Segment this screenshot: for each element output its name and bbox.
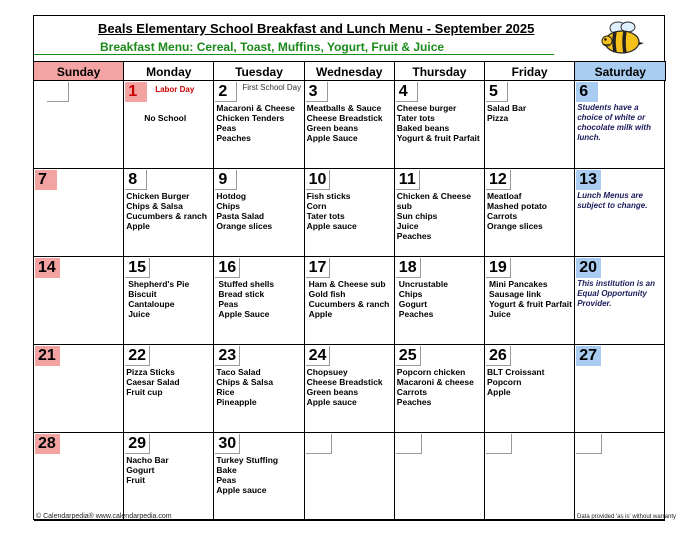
day-cell [124, 169, 214, 257]
day-cell [485, 81, 575, 169]
holiday-note: Labor Day [155, 85, 195, 94]
menu-items: Hotdog Chips Pasta Salad Orange slices [216, 191, 273, 231]
day-number: 12 [486, 170, 511, 190]
day-number: 11 [396, 170, 420, 190]
breakfast-menu-line [100, 40, 444, 54]
menu-items: Meatballs & Sauce Cheese Breadstick Green beans Apple Sauce [306, 103, 383, 143]
weekday-header-wednesday: Wednesday [305, 61, 395, 81]
day-number [486, 434, 512, 454]
day-number: 5 [486, 82, 508, 102]
menu-items: Shepherd's Pie Biscuit Cantaloupe Juice [128, 279, 190, 319]
day-cell [575, 257, 665, 345]
day-number: 15 [125, 258, 150, 278]
day-number: 29 [125, 434, 150, 454]
day-number: 14 [35, 258, 60, 278]
menu-items: Turkey Stuffing Bake Peas Apple sauce [216, 455, 279, 495]
footer-disclaimer: Data provided 'as is' without warranty [577, 514, 677, 520]
no-school-label: No School [144, 113, 187, 123]
weekday-header-thursday: Thursday [395, 61, 485, 81]
day-number [576, 434, 602, 454]
menu-items: Uncrustable Chips Gogurt Peaches [398, 279, 448, 319]
calendar-frame [33, 15, 665, 520]
subtitle-underline [34, 54, 554, 55]
day-number: 4 [396, 82, 418, 102]
day-cell [575, 81, 665, 169]
menu-items: Chopsuey Cheese Breadstick Green beans Apple sauce [306, 367, 383, 407]
bee-icon [598, 18, 646, 56]
day-number: 2 [215, 82, 237, 102]
day-number: 22 [125, 346, 150, 366]
day-cell [34, 433, 124, 521]
weekday-header-saturday: Saturday [575, 61, 666, 81]
day-number: 20 [576, 258, 601, 278]
day-number: 10 [306, 170, 331, 190]
day-cell [214, 257, 304, 345]
menu-items: Mini Pancakes Sausage link Yogurt & fruit Parfait Juice [489, 279, 572, 319]
day-cell [305, 81, 395, 169]
breakfast-items: : Cereal, Toast, Muffins, Yogurt, Fruit & Juice [189, 40, 445, 54]
day-number [396, 434, 422, 454]
menu-items: Nacho Bar Gogurt Fruit [126, 455, 169, 485]
day-number: 7 [35, 170, 57, 190]
day-number: 24 [306, 346, 331, 366]
day-cell [124, 345, 214, 433]
breakfast-label: Breakfast Menu [100, 40, 190, 54]
menu-items: Chicken & Cheese sub Sun chips Juice Peaches [396, 191, 471, 241]
day-number: 6 [576, 82, 598, 102]
day-number: 9 [215, 170, 237, 190]
day-number: 17 [306, 258, 331, 278]
weekday-header-tuesday: Tuesday [214, 61, 304, 81]
menu-items: Ham & Cheese sub Gold fish Cucumbers & ranch Apple [308, 279, 390, 319]
day-cell [214, 81, 304, 169]
menu-items: Stuffed shells Bread stick Peas Apple Sauce [218, 279, 275, 319]
day-cell [395, 169, 485, 257]
day-number: 23 [215, 346, 240, 366]
menu-items: Salad Bar Pizza [487, 103, 527, 123]
day-cell [305, 169, 395, 257]
day-cell [485, 169, 575, 257]
day-cell [485, 257, 575, 345]
day-cell [575, 169, 665, 257]
menu-items: Cheese burger Tater tots Baked beans Yogurt & fruit Parfait [396, 103, 480, 143]
day-number: 1 [125, 82, 147, 102]
day-number: 8 [125, 170, 147, 190]
menu-items: Taco Salad Chips & Salsa Rice Pineapple [216, 367, 274, 407]
day-number: 19 [486, 258, 511, 278]
day-number [306, 434, 332, 454]
footer-credit: © Calendarpedia® www.calendarpedia.com [36, 513, 172, 520]
menu-items: BLT Croissant Popcorn Apple [487, 367, 545, 397]
day-number: 25 [396, 346, 421, 366]
day-cell [34, 169, 124, 257]
day-number: 21 [35, 346, 60, 366]
day-cell [395, 257, 485, 345]
day-cell [305, 345, 395, 433]
menu-items: Popcorn chicken Macaroni & cheese Carrots Peaches [396, 367, 474, 407]
day-cell [575, 345, 665, 433]
day-number: 27 [576, 346, 601, 366]
first-day-note: First School Day [242, 83, 302, 92]
weekday-header-sunday: Sunday [34, 61, 124, 81]
day-cell [305, 433, 395, 521]
day-cell [214, 433, 304, 521]
saturday-note: This institution is an Equal Opportunity Provider. [577, 279, 655, 308]
day-number: 3 [306, 82, 328, 102]
day-cell [124, 257, 214, 345]
weekday-header-friday: Friday [485, 61, 575, 81]
day-cell [575, 433, 665, 521]
menu-items: Chicken Burger Chips & Salsa Cucumbers & ranch Apple [126, 191, 207, 231]
day-number: 16 [215, 258, 240, 278]
day-number: 18 [396, 258, 421, 278]
menu-items: Pizza Sticks Caesar Salad Fruit cup [126, 367, 180, 397]
day-cell [34, 345, 124, 433]
saturday-note: Students have a choice of white or chocolate milk with lunch. [577, 103, 651, 142]
day-cell [305, 257, 395, 345]
saturday-note: Lunch Menus are subject to change. [577, 191, 648, 210]
day-number: 13 [576, 170, 601, 190]
day-number: 26 [486, 346, 511, 366]
menu-items: Macaroni & Cheese Chicken Tenders Peas Peaches [216, 103, 295, 143]
day-cell [34, 81, 124, 169]
page-title: Beals Elementary School Breakfast and Lunch Menu - September 2025 [98, 21, 535, 36]
day-cell [214, 345, 304, 433]
day-cell [395, 345, 485, 433]
menu-items: Meatloaf Mashed potato Carrots Orange slices [487, 191, 547, 231]
day-cell [214, 169, 304, 257]
day-cell [124, 433, 214, 521]
weekday-header-monday: Monday [124, 61, 214, 81]
day-cell [395, 433, 485, 521]
day-number [47, 82, 69, 102]
day-number: 30 [215, 434, 240, 454]
day-cell [485, 345, 575, 433]
menu-items: Fish sticks Corn Tater tots Apple sauce [306, 191, 357, 231]
day-cell [485, 433, 575, 521]
day-cell [395, 81, 485, 169]
day-number: 28 [35, 434, 60, 454]
day-cell [124, 81, 214, 169]
day-cell [34, 257, 124, 345]
